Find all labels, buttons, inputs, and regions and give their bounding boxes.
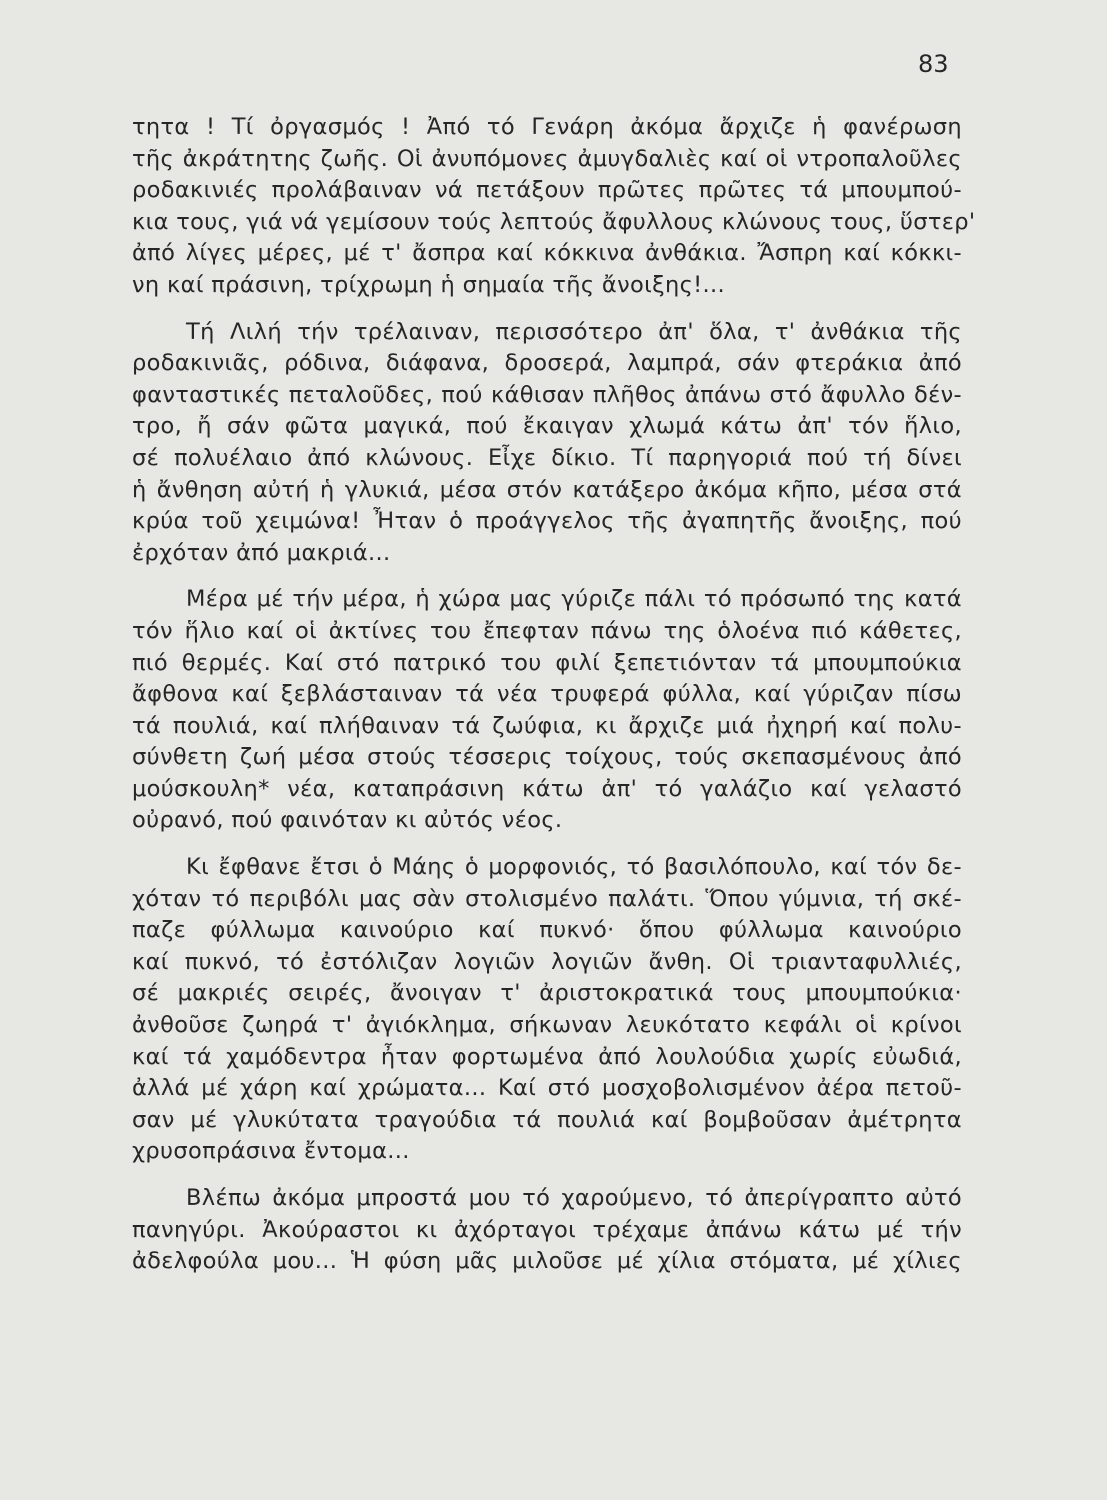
body-text (132, 112, 976, 1278)
paragraph (132, 112, 976, 302)
text-line: ροδακινιᾶς, ρόδινα, διάφανα, δροσερά, λαμπρά, σάν φτεράκια ἀπό (132, 350, 962, 377)
text-line: Μέρα μέ τήν μέρα, ἡ χώρα μας γύριζε πάλι τό πρόσωπό της κατά (186, 586, 962, 613)
text-line: οὐρανό, πού φαινόταν κι αὐτός νέος. (132, 807, 563, 834)
text-line: τητα ! Τί ὀργασμός ! Ἀπό τό Γενάρη ἀκόμα ἄρχιζε ἡ φανέρωση (132, 114, 962, 140)
text-line: Τή Λιλή τήν τρέλαιναν, περισσότερο ἀπ' ὅλα, τ' ἀνθάκια τῆς (186, 318, 962, 345)
text-line: ἀδελφούλα μου... Ἡ φύση μᾶς μιλοῦσε μέ χίλια στόματα, μέ χίλιες (132, 1248, 962, 1275)
text-line: τά πουλιά, καί πλήθαιναν τά ζωύφια, κι ἄρχιζε μιά ἠχηρή καί πολυ- (132, 712, 962, 739)
text-line: κρύα τοῦ χειμώνα! Ἦταν ὁ προάγγελος τῆς ἀγαπητῆς ἄνοιξης, πού (132, 508, 962, 535)
text-line: ἀνθοῦσε ζωηρά τ' ἀγιόκλημα, σήκωναν λευκότατο κεφάλι οἱ κρίνοι (132, 1012, 962, 1039)
text-line: τῆς ἀκράτητης ζωῆς. Οἱ ἀνυπόμονες ἀμυγδαλιὲς καί οἱ ντροπαλοῦλες (132, 145, 962, 172)
text-line: χρυσοπράσινα ἔντομα... (132, 1138, 410, 1165)
text-line: ἐρχόταν ἀπό μακριά... (132, 539, 391, 566)
text-line: σέ μακριές σειρές, ἄνοιγαν τ' ἀριστοκρατικά τους μπουμπούκια· (132, 980, 962, 1007)
text-line: μούσκουλη* νέα, καταπράσινη κάτω ἀπ' τό γαλάζιο καί γελαστό (132, 775, 962, 802)
page-number: 83 (918, 50, 949, 78)
text-line: Βλέπω ἀκόμα μπροστά μου τό χαρούμενο, τό ἀπερίγραπτο αὐτό (186, 1185, 962, 1211)
text-line: χόταν τό περιβόλι μας σὰν στολισμένο παλάτι. Ὅπου γύμνια, τή σκέ- (132, 885, 962, 912)
paragraph (132, 1183, 962, 1278)
text-line: κια τους, γιά νά γεμίσουν τούς λεπτούς ἄφυλλους κλώνους τους, ὕστερ' (132, 208, 976, 235)
text-line: Κι ἔφθανε ἔτσι ὁ Μάης ὁ μορφονιός, τό βασιλόπουλο, καί τόν δε- (186, 854, 962, 881)
text-line: πανηγύρι. Ἀκούραστοι κι ἀχόρταγοι τρέχαμε ἀπάνω κάτω μέ τήν (132, 1216, 962, 1243)
paragraph (132, 852, 962, 1168)
paragraph (132, 317, 962, 570)
text-line: ἀπό λίγες μέρες, μέ τ' ἄσπρα καί κόκκινα ἀνθάκια. Ἄσπρη καί κόκκι- (132, 240, 962, 267)
text-line: φανταστικές πεταλοῦδες, πού κάθισαν πλῆθος ἀπάνω στό ἄφυλλο δέν- (132, 381, 962, 408)
text-line: ροδακινιές προλάβαιναν νά πετάξουν πρῶτες πρῶτες τά μπουμπού- (132, 177, 962, 204)
text-line: σέ πολυέλαιο ἀπό κλώνους. Εἶχε δίκιο. Τί παρηγοριά πού τή δίνει (132, 444, 962, 471)
text-line: παζε φύλλωμα καινούριο καί πυκνό· ὅπου φύλλωμα καινούριο (132, 917, 962, 944)
text-line: ἡ ἄνθηση αὐτή ἡ γλυκιά, μέσα στόν κατάξερο ἀκόμα κῆπο, μέσα στά (132, 476, 962, 503)
text-line: τόν ἥλιο καί οἱ ἀκτίνες του ἔπεφταν πάνω της ὁλοένα πιό κάθετες, (132, 617, 962, 644)
paragraph (132, 584, 962, 837)
text-line: νη καί πράσινη, τρίχρωμη ἡ σημαία τῆς ἄνοιξης!... (132, 271, 726, 298)
text-line: ἀλλά μέ χάρη καί χρώματα... Καί στό μοσχοβολισμένον ἀέρα πετοῦ- (132, 1075, 962, 1102)
text-line: καί τά χαμόδεντρα ἦταν φορτωμένα ἀπό λουλούδια χωρίς εὐωδιά, (132, 1043, 962, 1070)
text-line: ἄφθονα καί ξεβλάσταιναν τά νέα τρυφερά φύλλα, καί γύριζαν πίσω (132, 681, 962, 708)
text-line: σαν μέ γλυκύτατα τραγούδια τά πουλιά καί βομβοῦσαν ἀμέτρητα (132, 1106, 962, 1133)
text-line: πιό θερμές. Καί στό πατρικό του φιλί ξεπετιόνταν τά μπουμπούκια (132, 649, 962, 676)
text-line: καί πυκνό, τό ἐστόλιζαν λογιῶν λογιῶν ἄνθη. Οἱ τριανταφυλλιές, (132, 948, 962, 975)
text-line: σύνθετη ζωή μέσα στούς τέσσερις τοίχους, τούς σκεπασμένους ἀπό (132, 744, 962, 771)
text-line: τρο, ἤ σάν φῶτα μαγικά, πού ἔκαιγαν χλωμά κάτω ἀπ' τόν ἥλιο, (132, 413, 962, 440)
